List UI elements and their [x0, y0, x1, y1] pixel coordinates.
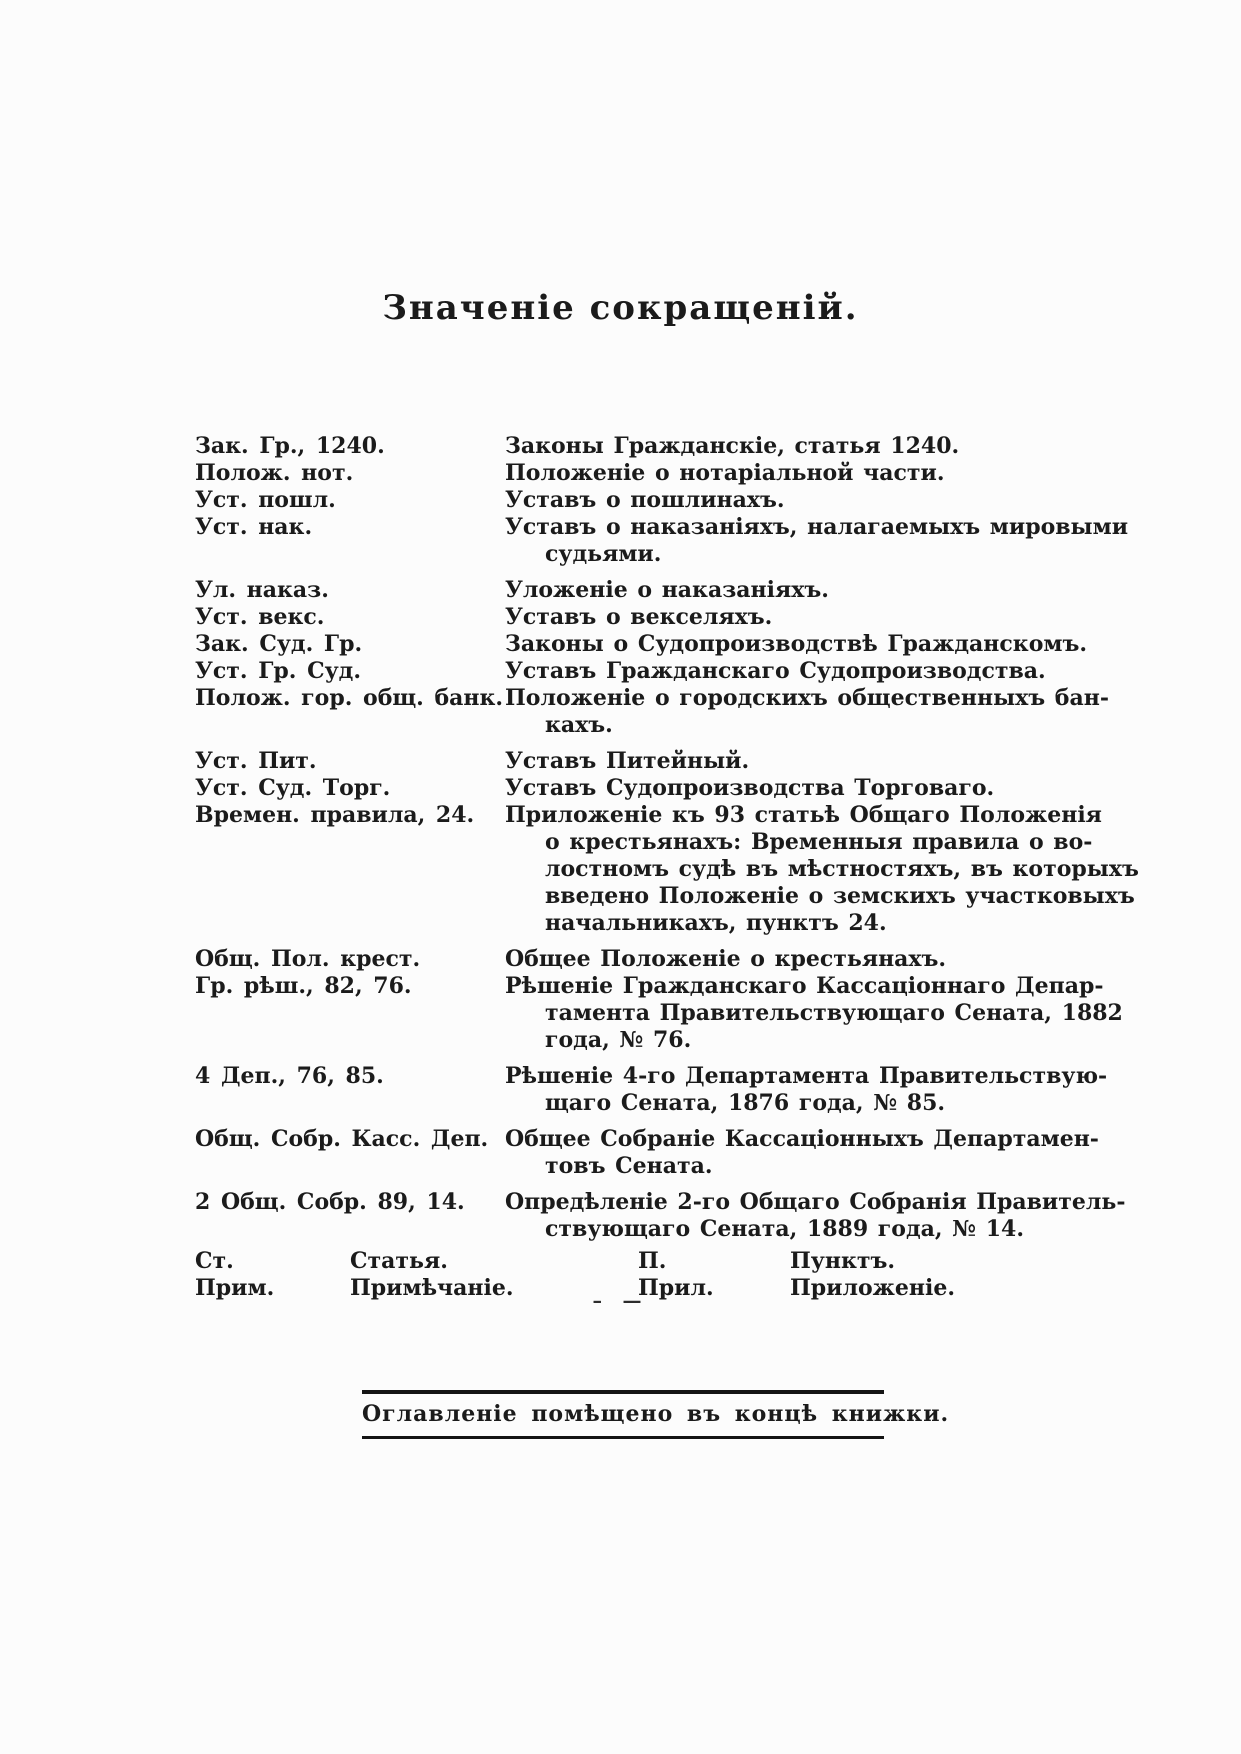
abbreviation-entry	[195, 433, 1043, 460]
abbreviation-label: 4 Деп., 76, 85.	[195, 1063, 384, 1089]
shorthand-cell: Приложеніе.	[790, 1275, 955, 1301]
abbreviation-meaning	[505, 685, 1109, 739]
abbreviation-list	[195, 433, 1139, 1302]
abbreviation-meaning	[505, 973, 1123, 1054]
meaning-line: начальникахъ, пунктъ 24.	[545, 910, 887, 936]
abbreviation-label: 2 Общ. Собр. 89, 14.	[195, 1189, 465, 1215]
meaning-line: ствующаго Сената, 1889 года, № 14.	[545, 1216, 1025, 1242]
abbreviation-label: Уст. нак.	[195, 514, 313, 540]
footer-note-box	[362, 1390, 950, 1439]
meaning-line: Общее Положеніе о крестьянахъ.	[505, 946, 947, 972]
shorthand-cell: Статья.	[350, 1248, 448, 1274]
meaning-line: кахъ.	[545, 712, 613, 738]
abbreviation-label: Зак. Гр., 1240.	[195, 433, 385, 459]
meaning-line: Уставъ Гражданскаго Судопроизводства.	[505, 658, 1046, 684]
meaning-line: тамента Правительствующаго Сената, 1882	[545, 1000, 1123, 1026]
meaning-line: Опредѣленіе 2-го Общаго Собранія Правитель-	[505, 1189, 1126, 1215]
shorthand-cell: Примѣчаніе.	[350, 1275, 514, 1301]
abbreviation-entry	[195, 946, 1043, 973]
abbreviation-label: Общ. Пол. крест.	[195, 946, 421, 972]
abbreviation-meaning	[505, 946, 1043, 973]
meaning-line: Уложеніе о наказаніяхъ.	[505, 577, 829, 603]
abbreviation-entry	[195, 1126, 1099, 1180]
meaning-line: Уставъ Судопроизводства Торговаго.	[505, 775, 995, 801]
abbreviation-entry	[195, 460, 1043, 487]
abbreviation-entry	[195, 658, 1046, 685]
shorthand-cell: Пунктъ.	[790, 1248, 896, 1274]
abbreviation-meaning	[505, 514, 1129, 568]
abbreviation-meaning	[505, 631, 1088, 658]
abbreviation-entry	[195, 775, 1043, 802]
abbreviation-meaning	[505, 604, 1043, 631]
meaning-line: Рѣшеніе 4-го Департамента Правительствую-	[505, 1063, 1108, 1089]
meaning-line: Приложеніе къ 93 статьѣ Общаго Положенія	[505, 802, 1102, 828]
meaning-line: о крестьянахъ: Временныя правила о во-	[545, 829, 1093, 855]
abbreviation-entry	[195, 577, 1043, 604]
page-title: Значеніе сокращеній.	[382, 288, 859, 328]
meaning-line: Законы о Судопроизводствѣ Гражданскомъ.	[505, 631, 1088, 657]
abbreviation-label: Уст. векс.	[195, 604, 325, 630]
abbreviation-entry	[195, 1063, 1108, 1117]
meaning-line: судьями.	[545, 541, 662, 567]
shorthand-cell: Ст.	[195, 1248, 234, 1274]
abbreviation-meaning	[505, 487, 1043, 514]
meaning-line: щаго Сената, 1876 года, № 85.	[545, 1090, 946, 1116]
separator-dash: – —	[592, 1290, 649, 1312]
abbreviation-label: Уст. Гр. Суд.	[195, 658, 362, 684]
abbreviation-entry	[195, 631, 1088, 658]
abbreviation-entry	[195, 802, 1139, 937]
meaning-line: года, № 76.	[545, 1027, 692, 1053]
abbreviation-label: Уст. Суд. Торг.	[195, 775, 391, 801]
meaning-line: Уставъ о наказаніяхъ, налагаемыхъ мировыми	[505, 514, 1129, 540]
abbreviation-meaning	[505, 1189, 1126, 1243]
abbreviation-meaning	[505, 775, 1043, 802]
abbreviation-entry	[195, 487, 1043, 514]
abbreviation-meaning	[505, 577, 1043, 604]
abbreviation-label: Полож. нот.	[195, 460, 354, 486]
shorthand-cell: П.	[638, 1248, 667, 1274]
abbreviation-entry	[195, 1189, 1126, 1243]
abbreviation-entry	[195, 748, 1043, 775]
meaning-line: введено Положеніе о земскихъ участковыхъ	[545, 883, 1135, 909]
abbreviation-meaning	[505, 748, 1043, 775]
abbreviation-meaning	[505, 1063, 1108, 1117]
abbreviation-label: Зак. Суд. Гр.	[195, 631, 363, 657]
abbreviation-entry	[195, 604, 1043, 631]
meaning-line: Уставъ Питейный.	[505, 748, 750, 774]
abbreviation-label: Уст. Пит.	[195, 748, 317, 774]
meaning-line: лостномъ судѣ въ мѣстностяхъ, въ которыхъ	[545, 856, 1139, 882]
meaning-line: Положеніе о городскихъ общественныхъ бан-	[505, 685, 1109, 711]
shorthand-cell: Прим.	[195, 1275, 275, 1301]
abbreviation-meaning	[505, 433, 1043, 460]
abbreviation-entry	[195, 514, 1129, 568]
meaning-line: Уставъ о векселяхъ.	[505, 604, 773, 630]
abbreviation-label: Уст. пошл.	[195, 487, 336, 513]
shorthand-row	[195, 1248, 1043, 1275]
abbreviation-meaning	[505, 802, 1139, 937]
abbreviation-label: Общ. Собр. Касс. Деп.	[195, 1126, 489, 1152]
abbreviation-entry	[195, 685, 1109, 739]
shorthand-cell: Прил.	[638, 1275, 714, 1301]
meaning-line: Общее Собраніе Кассаціонныхъ Департамен-	[505, 1126, 1099, 1152]
meaning-line: Положеніе о нотаріальной части.	[505, 460, 945, 486]
meaning-line: Уставъ о пошлинахъ.	[505, 487, 785, 513]
abbreviation-label: Ул. наказ.	[195, 577, 329, 603]
abbreviation-meaning	[505, 460, 1043, 487]
meaning-line: Рѣшеніе Гражданскаго Кассаціоннаго Депар-	[505, 973, 1104, 999]
abbreviation-label: Времен. правила, 24.	[195, 802, 475, 828]
abbreviation-label: Полож. гор. общ. банк.	[195, 685, 504, 711]
meaning-line: товъ Сената.	[545, 1153, 713, 1179]
abbreviation-entry	[195, 973, 1123, 1054]
footer-note-text: Оглавленіе помѣщено въ концѣ книжки.	[362, 1401, 950, 1427]
abbreviation-meaning	[505, 1126, 1099, 1180]
abbreviation-meaning	[505, 658, 1046, 685]
abbreviation-label: Гр. рѣш., 82, 76.	[195, 973, 412, 999]
meaning-line: Законы Гражданскіе, статья 1240.	[505, 433, 960, 459]
